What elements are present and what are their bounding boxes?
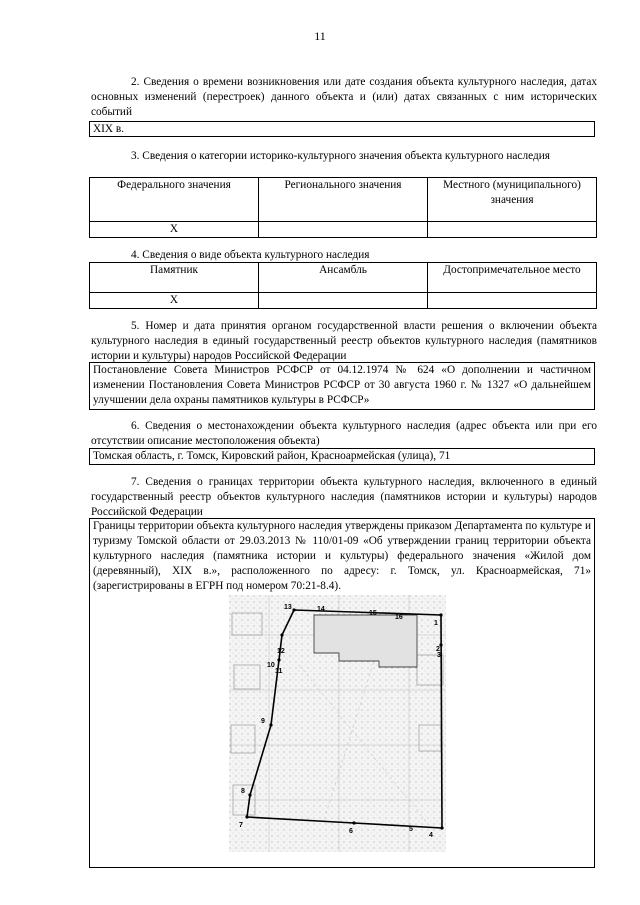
category-mark-regional	[259, 222, 428, 238]
section-6-title-text: 6. Сведения о местонахождении объекта культурного наследия (адрес объекта или при его отсутствии описание местоположения объекта)	[91, 420, 597, 447]
category-table-header-row	[90, 178, 597, 222]
section-5-title-text: 5. Номер и дата принятия органом государственной власти решения о включении объекта культурного наследия в единый государственный реестр объектов культурного наследия (памятников истории и культуры) народов Российской Федерации	[91, 320, 597, 362]
type-table-header-row	[90, 263, 597, 293]
section-3-title	[91, 149, 597, 164]
section-2-title	[91, 75, 597, 120]
category-header-regional: Регионального значения	[259, 178, 428, 222]
map-point-label: 15	[369, 610, 377, 617]
category-table-mark-row	[90, 222, 597, 238]
type-header-landmark: Достопримечательное место	[428, 263, 597, 293]
category-header-local: Местного (муниципального) значения	[428, 178, 597, 222]
map-point-label: 9	[261, 718, 265, 725]
section-6-value-box	[89, 448, 595, 465]
map-point-label: 7	[239, 822, 243, 829]
territory-boundary-map	[229, 595, 446, 852]
type-mark-ensemble	[259, 293, 428, 309]
section-4-title	[91, 248, 597, 263]
section-6-value: Томская область, г. Томск, Кировский район, Красноармейская (улица), 71	[93, 450, 451, 462]
section-2-title-text: 2. Сведения о времени возникновения или дате создания объекта культурного наследия, датах основных изменений (перестроек) данного объекта и (или) датах связанных с ним исторических событий	[91, 76, 597, 118]
map-point-label: 5	[409, 826, 413, 833]
type-mark-monument: X	[90, 293, 259, 309]
map-point-label: 12	[277, 648, 285, 655]
map-point-label: 1	[434, 620, 438, 627]
map-point-label: 6	[349, 828, 353, 835]
map-point-label: 3	[437, 652, 441, 659]
section-7-value: Границы территории объекта культурного наследия утверждены приказом Департамента по культуре и туризму Томской области от 29.03.2013 № 110/01-09 «Об утверждении границ территории объекта культурного наследия (памятника истории и культуры) федерального значения «Жилой дом (деревянный), XIX в.», расположенного по адресу: г. Томск, ул. Красноармейская, 71» (зарегистрированы в ЕГРН под номером 70:21-8.4).	[93, 520, 591, 592]
category-mark-local	[428, 222, 597, 238]
section-5-value: Постановление Совета Министров РСФСР от 04.12.1974 № 624 «О дополнении и частичном изменении Постановления Совета Министров РСФСР от 30 августа 1960 г. № 1327 «О дальнейшем улучшении дела охраны памятников культуры в РСФСР»	[93, 364, 591, 406]
map-point-label: 13	[284, 604, 292, 611]
type-table-mark-row	[90, 293, 597, 309]
map-point-label: 11	[275, 668, 283, 675]
map-point-label: 2	[436, 646, 440, 653]
section-2-value: XIX в.	[93, 123, 125, 135]
section-3-title-text: 3. Сведения о категории историко-культурного значения объекта культурного наследия	[131, 150, 550, 162]
type-header-ensemble: Ансамбль	[259, 263, 428, 293]
section-2-value-box	[89, 121, 595, 137]
page-number: 11	[314, 29, 326, 43]
section-4-title-text: 4. Сведения о виде объекта культурного наследия	[131, 249, 370, 261]
section-5-title	[91, 319, 597, 364]
section-7-title	[91, 475, 597, 520]
category-table	[89, 177, 597, 238]
type-header-monument: Памятник	[90, 263, 259, 293]
section-5-value-box	[89, 362, 595, 410]
map-point-label: 16	[395, 614, 403, 621]
map-point-label: 4	[429, 832, 433, 839]
boundary-map-svg	[229, 595, 446, 852]
map-point-label: 8	[241, 788, 245, 795]
category-mark-federal: X	[90, 222, 259, 238]
type-table	[89, 262, 597, 309]
section-6-title	[91, 419, 597, 449]
type-mark-landmark	[428, 293, 597, 309]
section-7-title-text: 7. Сведения о границах территории объекта культурного наследия, включенного в единый государственный реестр объектов культурного наследия (памятников истории и культуры) народов Российской Федерации	[91, 476, 597, 518]
map-point-label: 14	[317, 606, 325, 613]
map-point-label: 10	[267, 662, 275, 669]
category-header-federal: Федерального значения	[90, 178, 259, 222]
